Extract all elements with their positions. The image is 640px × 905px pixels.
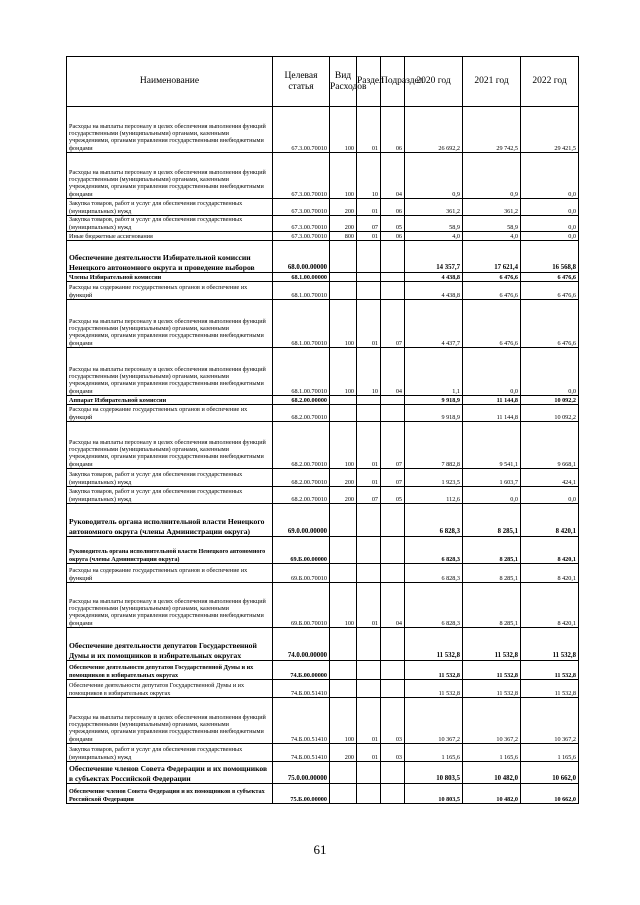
row-target: 68.2.00.70010 [273, 487, 330, 504]
row-name: Расходы на выплаты персоналу в целях обеспечения выполнения функций государственными (муниципальными) органами, казенными учреждениями, органами управления государственными внебюджетными фондами [67, 422, 273, 469]
row-2022: 424,1 [521, 469, 579, 487]
row-name: Расходы на содержание государственных органов и обеспечение их функций [67, 282, 273, 300]
row-2021: 17 621,4 [463, 241, 521, 273]
row-section [357, 504, 381, 537]
row-name: Члены Избирательной комиссии [67, 273, 273, 282]
row-section: 01 [357, 232, 381, 241]
table-row [67, 396, 579, 405]
row-2022: 9 668,1 [521, 422, 579, 469]
row-type [330, 628, 357, 661]
row-2020: 1,1 [405, 348, 463, 396]
row-name: Расходы на выплаты персоналу в целях обеспечения выполнения функций государственными (муниципальными) органами, казенными учреждениями, органами управления государственными внебюджетными фондами [67, 153, 273, 199]
row-name: Расходы на выплаты персоналу в целях обеспечения выполнения функций государственными (муниципальными) органами, казенными учреждениями, органами управления государственными внебюджетными фондами [67, 107, 273, 153]
row-section: 01 [357, 300, 381, 348]
row-type [330, 661, 357, 680]
row-2022: 6 476,6 [521, 273, 579, 282]
row-2020: 6 828,3 [405, 564, 463, 583]
row-type [330, 762, 357, 784]
table-row [67, 107, 579, 153]
row-type [330, 504, 357, 537]
row-2021: 0,9 [463, 153, 521, 199]
row-section: 01 [357, 199, 381, 216]
row-target: 68.2.00.70010 [273, 469, 330, 487]
row-2021: 6 476,6 [463, 300, 521, 348]
row-2020: 4,0 [405, 232, 463, 241]
row-name: Обеспечение деятельности депутатов Государственной Думы и их помощников в избирательных округах [67, 680, 273, 698]
row-2022: 6 476,6 [521, 282, 579, 300]
row-name: Закупка товаров, работ и услуг для обеспечения государственных (муниципальных) нужд [67, 744, 273, 762]
row-subsection [381, 405, 405, 422]
row-2021: 4,0 [463, 232, 521, 241]
row-2021: 0,0 [463, 487, 521, 504]
row-target: 69.0.00.00000 [273, 504, 330, 537]
row-2022: 10 092,2 [521, 405, 579, 422]
table-row [67, 241, 579, 273]
header-subsection: Подраздел [381, 57, 405, 107]
row-subsection: 06 [381, 199, 405, 216]
row-subsection: 06 [381, 107, 405, 153]
row-section: 07 [357, 487, 381, 504]
row-type: 100 [330, 300, 357, 348]
row-type: 100 [330, 107, 357, 153]
row-2020: 9 918,9 [405, 405, 463, 422]
table-row [67, 199, 579, 216]
row-2020: 361,2 [405, 199, 463, 216]
row-subsection: 04 [381, 153, 405, 199]
row-name: Закупка товаров, работ и услуг для обеспечения государственных (муниципальных) нужд [67, 487, 273, 504]
row-type [330, 273, 357, 282]
row-2022: 0,0 [521, 199, 579, 216]
row-type [330, 537, 357, 564]
row-2021: 0,0 [463, 348, 521, 396]
row-type: 200 [330, 744, 357, 762]
row-section [357, 661, 381, 680]
row-target: 74.Б.00.51410 [273, 744, 330, 762]
header-2021: 2021 год [463, 57, 521, 107]
row-section [357, 241, 381, 273]
row-2022: 0,0 [521, 348, 579, 396]
row-section [357, 680, 381, 698]
row-type: 100 [330, 348, 357, 396]
table-row [67, 405, 579, 422]
row-name: Расходы на содержание государственных органов и обеспечение их функций [67, 564, 273, 583]
row-subsection [381, 680, 405, 698]
row-2020: 1 923,5 [405, 469, 463, 487]
row-subsection [381, 273, 405, 282]
row-type [330, 241, 357, 273]
header-type: Вид Расходов [330, 57, 357, 107]
row-name: Руководитель органа исполнительной власти Ненецкого автономного округа (члены Администрации округа) [67, 504, 273, 537]
row-2021: 8 285,1 [463, 504, 521, 537]
row-name: Расходы на содержание государственных органов и обеспечение их функций [67, 405, 273, 422]
row-2021: 1 603,7 [463, 469, 521, 487]
row-2020: 112,6 [405, 487, 463, 504]
row-2020: 14 357,7 [405, 241, 463, 273]
row-target: 67.3.00.70010 [273, 153, 330, 199]
row-subsection [381, 628, 405, 661]
row-2022: 16 568,8 [521, 241, 579, 273]
row-name: Обеспечение деятельности депутатов Государственной Думы и их помощников в избирательных округах [67, 628, 273, 661]
table-row [67, 698, 579, 744]
row-section: 01 [357, 698, 381, 744]
table-row [67, 744, 579, 762]
row-2021: 11 144,8 [463, 405, 521, 422]
row-subsection [381, 282, 405, 300]
table-row [67, 583, 579, 628]
row-2022: 8 420,1 [521, 564, 579, 583]
table-row [67, 628, 579, 661]
row-2022: 0,0 [521, 487, 579, 504]
row-2020: 6 828,3 [405, 504, 463, 537]
row-target: 69.Б.00.00000 [273, 537, 330, 564]
row-2022: 0,0 [521, 232, 579, 241]
row-name: Руководитель органа исполнительной власти Ненецкого автономного округа (члены Администрации округа) [67, 537, 273, 564]
row-section [357, 537, 381, 564]
row-name: Закупка товаров, работ и услуг для обеспечения государственных (муниципальных) нужд [67, 469, 273, 487]
row-target: 67.3.00.70010 [273, 107, 330, 153]
row-2022: 0,0 [521, 153, 579, 199]
header-2022: 2022 год [521, 57, 579, 107]
row-section: 01 [357, 744, 381, 762]
row-2021: 29 742,5 [463, 107, 521, 153]
row-target: 68.2.00.70010 [273, 422, 330, 469]
row-subsection: 04 [381, 348, 405, 396]
row-subsection [381, 504, 405, 537]
row-2020: 10 803,5 [405, 784, 463, 804]
row-section: 01 [357, 583, 381, 628]
row-type: 100 [330, 698, 357, 744]
row-2021: 6 476,6 [463, 273, 521, 282]
row-target: 68.2.00.70010 [273, 405, 330, 422]
row-2020: 6 828,3 [405, 583, 463, 628]
header-name: Наименование [67, 57, 273, 107]
row-type: 100 [330, 422, 357, 469]
row-type: 800 [330, 232, 357, 241]
row-2022: 1 165,6 [521, 744, 579, 762]
row-section: 01 [357, 422, 381, 469]
table-row [67, 680, 579, 698]
row-2022: 10 092,2 [521, 396, 579, 405]
table-row [67, 216, 579, 232]
row-subsection: 06 [381, 232, 405, 241]
row-2022: 10 662,0 [521, 762, 579, 784]
row-2020: 58,9 [405, 216, 463, 232]
header-target: Целевая статья [273, 57, 330, 107]
row-type [330, 784, 357, 804]
row-section: 01 [357, 469, 381, 487]
table-row [67, 348, 579, 396]
row-subsection [381, 564, 405, 583]
row-target: 68.1.00.70010 [273, 282, 330, 300]
row-section [357, 405, 381, 422]
row-2020: 10 803,5 [405, 762, 463, 784]
row-2021: 8 285,1 [463, 564, 521, 583]
row-type: 200 [330, 199, 357, 216]
row-name: Расходы на выплаты персоналу в целях обеспечения выполнения функций государственными (муниципальными) органами, казенными учреждениями, органами управления государственными внебюджетными фондами [67, 698, 273, 744]
row-2022: 11 532,8 [521, 628, 579, 661]
row-2021: 11 532,8 [463, 628, 521, 661]
row-section: 10 [357, 348, 381, 396]
row-type [330, 396, 357, 405]
row-subsection [381, 537, 405, 564]
row-2020: 6 828,3 [405, 537, 463, 564]
row-2020: 10 367,2 [405, 698, 463, 744]
row-2020: 4 438,8 [405, 273, 463, 282]
row-section [357, 564, 381, 583]
row-name: Расходы на выплаты персоналу в целях обеспечения выполнения функций государственными (муниципальными) органами, казенными учреждениями, органами управления государственными внебюджетными фондами [67, 583, 273, 628]
row-subsection [381, 762, 405, 784]
table-row [67, 487, 579, 504]
row-target: 75.0.00.00000 [273, 762, 330, 784]
header-section: Раздел [357, 57, 381, 107]
row-2020: 26 692,2 [405, 107, 463, 153]
row-subsection: 05 [381, 487, 405, 504]
row-target: 68.1.00.70010 [273, 300, 330, 348]
row-2021: 6 476,6 [463, 282, 521, 300]
row-type: 100 [330, 153, 357, 199]
row-2022: 10 662,0 [521, 784, 579, 804]
row-section [357, 762, 381, 784]
row-target: 68.1.00.70010 [273, 348, 330, 396]
row-section: 10 [357, 153, 381, 199]
row-target: 74.0.00.00000 [273, 628, 330, 661]
row-type [330, 282, 357, 300]
table-row [67, 537, 579, 564]
row-2022: 6 476,6 [521, 300, 579, 348]
row-name: Обеспечение членов Совета Федерации и их помощников в субъектах Российской Федерации [67, 784, 273, 804]
row-2020: 1 165,6 [405, 744, 463, 762]
row-type [330, 680, 357, 698]
row-subsection: 03 [381, 744, 405, 762]
row-target: 74.Б.00.00000 [273, 661, 330, 680]
row-subsection: 04 [381, 583, 405, 628]
table-row [67, 282, 579, 300]
row-name: Аппарат Избирательной комиссии [67, 396, 273, 405]
row-section [357, 784, 381, 804]
table-row [67, 469, 579, 487]
table-row [67, 300, 579, 348]
row-2022: 11 532,8 [521, 661, 579, 680]
table-row [67, 564, 579, 583]
row-2020: 4 438,8 [405, 282, 463, 300]
table-row [67, 153, 579, 199]
row-target: 69.Б.00.70010 [273, 583, 330, 628]
row-type [330, 564, 357, 583]
row-target: 75.Б.00.00000 [273, 784, 330, 804]
row-2021: 8 285,1 [463, 583, 521, 628]
row-2020: 11 532,8 [405, 680, 463, 698]
row-name: Закупка товаров, работ и услуг для обеспечения государственных (муниципальных) нужд [67, 216, 273, 232]
table-row [67, 784, 579, 804]
row-section [357, 273, 381, 282]
row-2020: 9 918,9 [405, 396, 463, 405]
table-row [67, 273, 579, 282]
row-subsection [381, 241, 405, 273]
row-2022: 0,0 [521, 216, 579, 232]
row-target: 74.Б.00.51410 [273, 680, 330, 698]
row-type: 200 [330, 469, 357, 487]
row-section: 07 [357, 216, 381, 232]
row-2021: 11 532,8 [463, 680, 521, 698]
table-row [67, 422, 579, 469]
row-type: 100 [330, 583, 357, 628]
row-2022: 29 421,5 [521, 107, 579, 153]
row-name: Расходы на выплаты персоналу в целях обеспечения выполнения функций государственными (муниципальными) органами, казенными учреждениями, органами управления государственными внебюджетными фондами [67, 300, 273, 348]
row-name: Закупка товаров, работ и услуг для обеспечения государственных (муниципальных) нужд [67, 199, 273, 216]
table-row [67, 504, 579, 537]
row-2020: 11 532,8 [405, 628, 463, 661]
row-type: 200 [330, 487, 357, 504]
row-section [357, 628, 381, 661]
table-row [67, 661, 579, 680]
row-type: 200 [330, 216, 357, 232]
row-target: 74.Б.00.51410 [273, 698, 330, 744]
header-2020: 2020 год [405, 57, 463, 107]
page-number: 61 [313, 842, 327, 857]
row-subsection [381, 661, 405, 680]
row-2022: 8 420,1 [521, 583, 579, 628]
row-2022: 11 532,8 [521, 680, 579, 698]
row-name: Обеспечение членов Совета Федерации и их помощников в субъектах Российской Федерации [67, 762, 273, 784]
row-target: 69.Б.00.70010 [273, 564, 330, 583]
row-subsection [381, 396, 405, 405]
row-2022: 8 420,1 [521, 537, 579, 564]
row-2021: 10 482,0 [463, 762, 521, 784]
budget-table [66, 56, 579, 804]
row-target: 68.2.00.00000 [273, 396, 330, 405]
row-target: 67.3.00.70010 [273, 232, 330, 241]
row-section [357, 396, 381, 405]
row-2020: 4 437,7 [405, 300, 463, 348]
row-target: 67.3.00.70010 [273, 199, 330, 216]
row-2021: 8 285,1 [463, 537, 521, 564]
row-2021: 1 165,6 [463, 744, 521, 762]
row-2020: 0,9 [405, 153, 463, 199]
row-2020: 7 882,8 [405, 422, 463, 469]
row-subsection: 07 [381, 469, 405, 487]
row-subsection: 05 [381, 216, 405, 232]
table-row [67, 762, 579, 784]
row-2022: 10 367,2 [521, 698, 579, 744]
row-2021: 11 144,8 [463, 396, 521, 405]
row-target: 68.0.00.00000 [273, 241, 330, 273]
row-2021: 10 367,2 [463, 698, 521, 744]
header-row [67, 57, 579, 107]
row-name: Иные бюджетные ассигнования [67, 232, 273, 241]
row-subsection [381, 784, 405, 804]
row-name: Расходы на выплаты персоналу в целях обеспечения выполнения функций государственными (муниципальными) органами, казенными учреждениями, органами управления государственными внебюджетными фондами [67, 348, 273, 396]
row-2021: 10 482,0 [463, 784, 521, 804]
row-2021: 9 541,1 [463, 422, 521, 469]
row-subsection: 07 [381, 300, 405, 348]
row-2022: 8 420,1 [521, 504, 579, 537]
table-row [67, 232, 579, 241]
row-target: 67.3.00.70010 [273, 216, 330, 232]
row-target: 68.1.00.00000 [273, 273, 330, 282]
row-section: 01 [357, 107, 381, 153]
row-2021: 58,9 [463, 216, 521, 232]
row-name: Обеспечение деятельности Избирательной комиссии Ненецкого автономного округа и проведение выборов [67, 241, 273, 273]
row-2021: 361,2 [463, 199, 521, 216]
row-subsection: 07 [381, 422, 405, 469]
row-type [330, 405, 357, 422]
row-2020: 11 532,8 [405, 661, 463, 680]
row-subsection: 03 [381, 698, 405, 744]
row-2021: 11 532,8 [463, 661, 521, 680]
row-name: Обеспечение деятельности депутатов Государственной Думы и их помощников в избирательных округах [67, 661, 273, 680]
row-section [357, 282, 381, 300]
